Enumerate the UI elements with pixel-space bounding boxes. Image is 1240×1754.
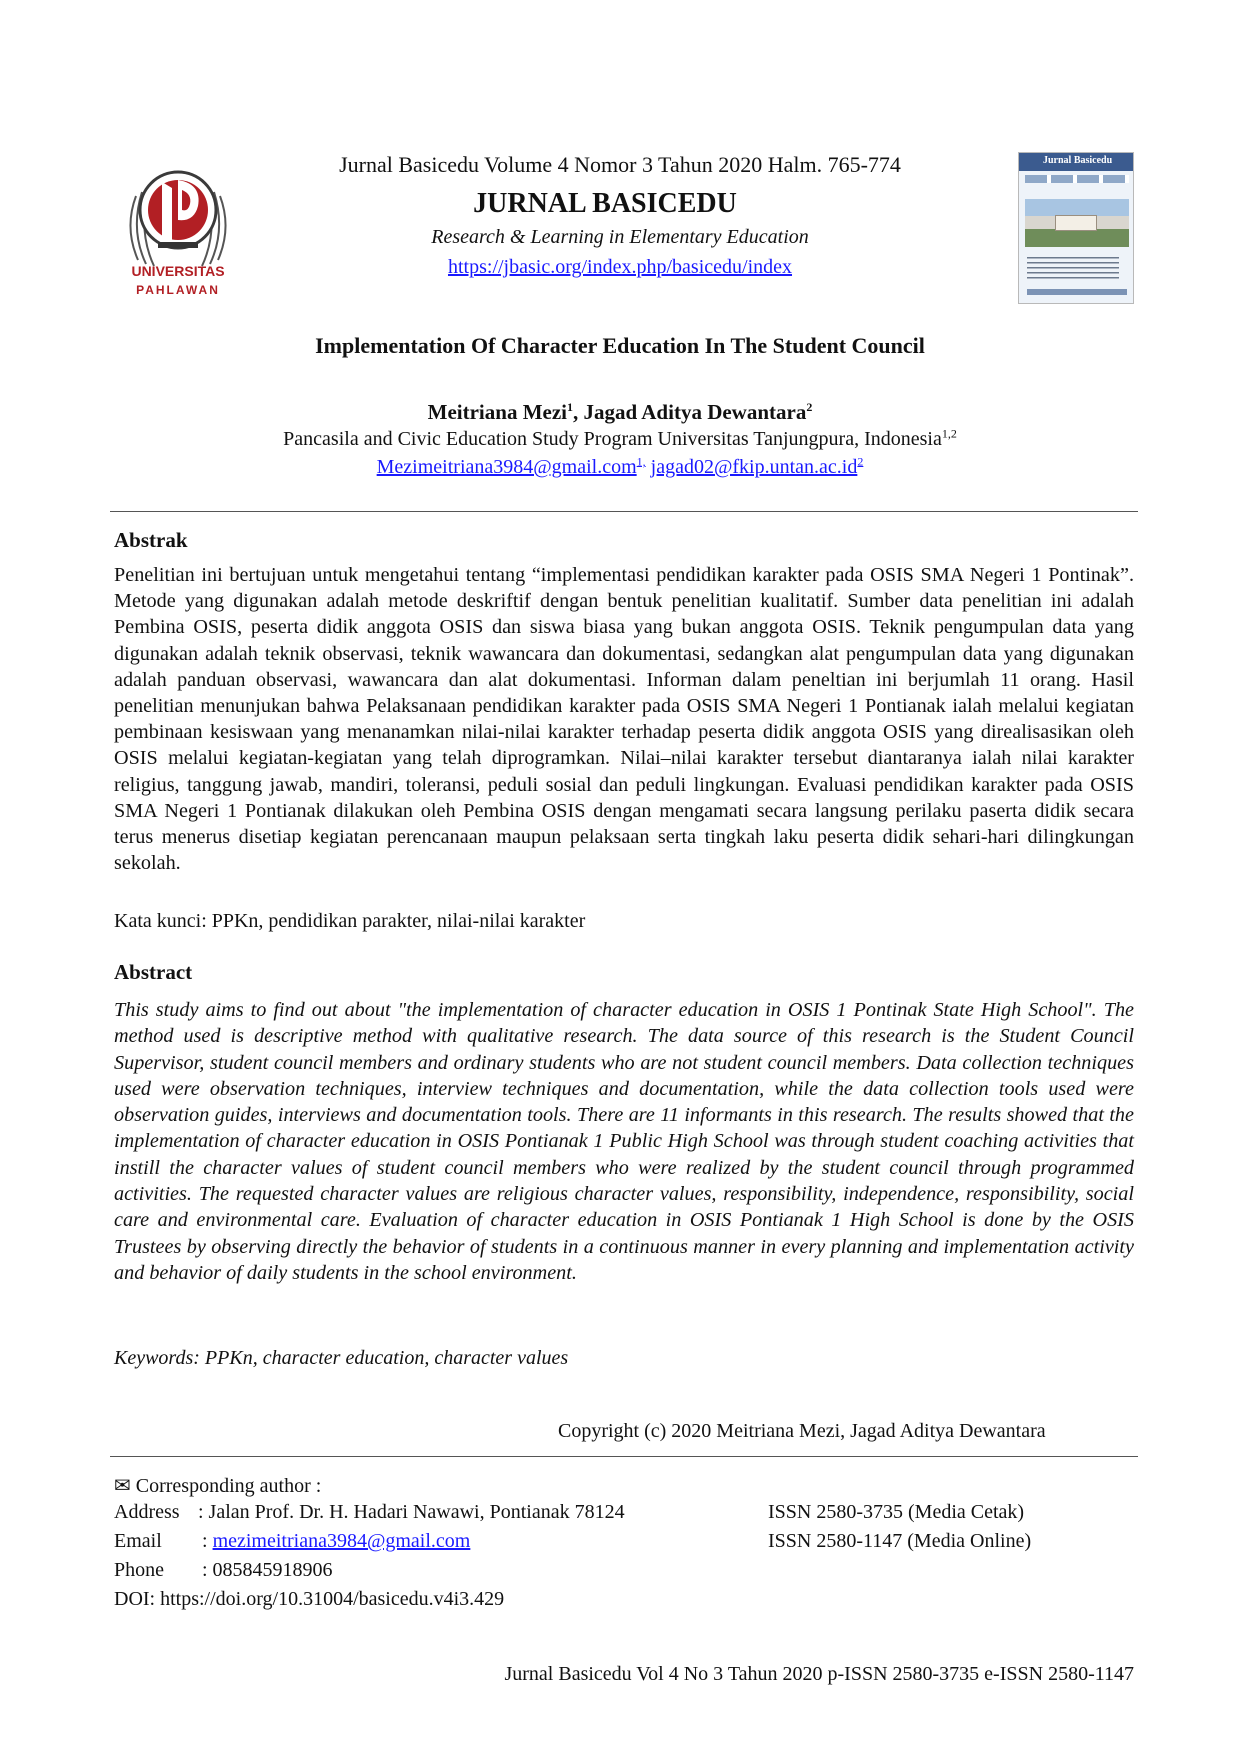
logo-text-2: PAHLAWAN <box>136 283 220 297</box>
email-row <box>202 1530 470 1553</box>
doi: DOI: https://doi.org/10.31004/basicedu.v4i3.429 <box>114 1588 505 1610</box>
envelope-icon: ✉ <box>114 1475 131 1497</box>
corresponding-author <box>114 1473 321 1498</box>
issn-print: ISSN 2580-3735 (Media Cetak) <box>768 1501 1025 1523</box>
author-2-sup: 2 <box>806 400 813 414</box>
issn-online: ISSN 2580-1147 (Media Online) <box>768 1530 1032 1552</box>
author-emails <box>100 456 1140 479</box>
divider-bottom <box>110 1456 1138 1457</box>
email-2-link[interactable]: jagad02@fkip.untan.ac.id <box>650 456 858 478</box>
journal-tagline: Research & Learning in Elementary Education <box>431 226 809 248</box>
address-value: : Jalan Prof. Dr. H. Hadari Nawawi, Pontianak 78124 <box>198 1501 625 1523</box>
authors: Meitriana Mezi$^1$, Jagad Aditya Dewantara$^2$ <box>427 400 813 424</box>
phone-value: : 085845918906 <box>202 1559 333 1581</box>
phone-label: Phone <box>114 1559 164 1581</box>
abstrak-keywords: Kata kunci: PPKn, pendidikan parakter, nilai-nilai karakter <box>114 910 586 932</box>
corresponding-heading: Corresponding author : <box>135 1475 322 1497</box>
address-label: Address <box>114 1501 180 1523</box>
abstract-keywords: Keywords: PPKn, character education, character values <box>114 1347 569 1369</box>
abstrak-body: Penelitian ini bertujuan untuk mengetahui tentang “implementasi pendidikan karakter pada OSIS SMA Negeri 1 Pontinak”. Metode yang digunakan adalah metode deskriftif dengan bentuk penelitian kualitatif. Sumber data penelitian ini adalah Pembina OSIS, peserta didik anggota OSIS dan siswa biasa yang bukan anggota OSIS. Teknik pengumpulan data yang digunakan adalah teknik observasi, teknik wawancara dan dokumentasi, sedangkan alat pengumpulan data yang digunakan adalah panduan observasi, wawancara dan alat dokumentasi. Informan dalam peneltian ini berjumlah 11 orang. Hasil penelitian menunjukan bahwa Pelaksanaan pendidikan karakter pada OSIS SMA Negeri 1 Pontianak ialah melalui kegiatan pembinaan kesiswaan yang menanamkan nilai-nilai karakter terhadap peserta didik anggota OSIS yang direalisasikan oleh OSIS melalui kegiatan-kegiatan yang telah diprogramkan. Nilai–nilai karakter tersebut diantaranya ialah nilai karakter religius, tanggung jawab, mandiri, toleransi, peduli sosial dan peduli lingkungan. Evaluasi pendidikan karakter pada OSIS SMA Negeri 1 Pontianak dilakukan oleh Pembina OSIS dengan mengamati secara langsung perilaku paserta didik secara terus menerus disetiap kegiatan perencanaan maupun pelaksaan serta tingkah laku peserta didik sehari-hari dilingkungan sekolah. <box>114 564 1134 875</box>
logo-text-1: UNIVERSITAS <box>131 263 225 279</box>
university-logo <box>118 148 238 306</box>
email-1-sup: 1, <box>636 454 646 469</box>
journal-url-link[interactable]: https://jbasic.org/index.php/basicedu/index <box>447 256 793 278</box>
affiliation-sup: 1,2 <box>941 426 957 441</box>
journal-issue-line: Jurnal Basicedu Volume 4 Nomor 3 Tahun 2020 Halm. 765-774 <box>339 152 901 177</box>
abstrak-heading: Abstrak <box>114 528 188 552</box>
author-1: Meitriana Mezi <box>427 400 567 424</box>
correspondence-email-link[interactable]: mezimeitriana3984@gmail.com <box>212 1530 471 1552</box>
author-2: Jagad Aditya Dewantara <box>583 400 807 424</box>
author-1-sup: 1 <box>567 400 573 414</box>
email-2-sup: 2 <box>857 454 864 469</box>
divider-top <box>110 511 1138 512</box>
affiliation <box>100 428 1140 451</box>
abstract-body: This study aims to find out about "the implementation of character education in OSIS 1 Pontinak State High School". The method used is descriptive method with qualitative research. The data source of this research is the Student Council Supervisor, student council members and ordinary students who are not student council members. Data collection techniques used were observation techniques, interview techniques and documentation, while the data collection tools used were observation guides, interviews and documentation tools. There are 11 informants in this research. The results showed that the implementation of character education in OSIS Pontianak 1 Public High School was through student coaching activities that instill the character values of student council members who were realized by the student council through programmed activities. The requested character values are religious character values, responsibility, independence, responsibility, social care and environmental care. Evaluation of character education in OSIS Pontianak 1 High School is done by the OSIS Trustees by observing directly the behavior of students in a continuous manner in every planning and implementation activity and behavior of daily students in the school environment. <box>114 999 1134 1284</box>
journal-cover-image <box>1018 152 1134 304</box>
email-prefix: : <box>202 1530 208 1552</box>
article-title: Implementation Of Character Education In The Student Council <box>315 333 925 358</box>
copyright: Copyright (c) 2020 Meitriana Mezi, Jagad Aditya Dewantara <box>558 1420 1046 1442</box>
journal-name: JURNAL BASICEDU <box>473 188 737 219</box>
abstract-heading: Abstract <box>114 960 193 984</box>
cover-title: Jurnal Basicedu <box>1043 155 1113 166</box>
email-label: Email <box>114 1530 162 1552</box>
affiliation-text: Pancasila and Civic Education Study Program Universitas Tanjungpura, Indonesia <box>283 428 942 450</box>
page-footer: Jurnal Basicedu Vol 4 No 3 Tahun 2020 p-ISSN 2580-3735 e-ISSN 2580-1147 <box>504 1663 1134 1685</box>
email-1-link[interactable]: Mezimeitriana3984@gmail.com <box>376 456 637 478</box>
